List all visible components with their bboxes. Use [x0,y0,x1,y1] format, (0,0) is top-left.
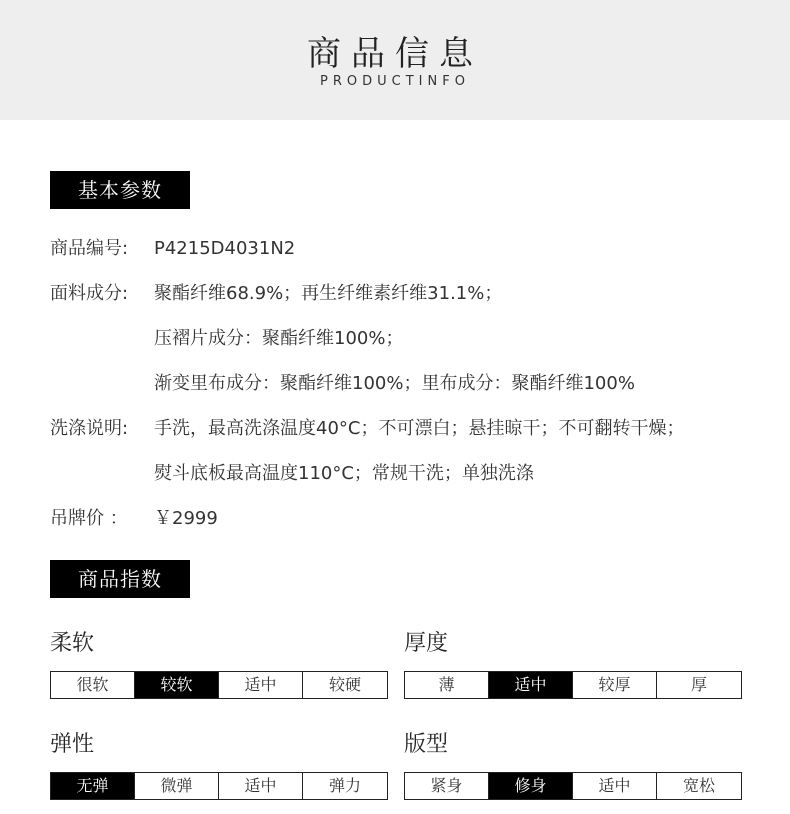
softness-option: 较硬 [328,675,361,694]
thickness-option: 薄 [405,672,489,698]
wash-label: 洗涤说明: [50,418,129,439]
elasticity-option: 无弹 [51,773,135,799]
fit-option: 宽松 [682,776,715,795]
product-code-row [50,237,295,261]
page-title: 商品信息 [307,34,483,74]
price-row [50,507,218,531]
price-label: 吊牌价 ： [50,508,128,529]
fit-scale [404,772,742,800]
softness-option: 适中 [219,672,303,698]
thickness-option: 较厚 [573,672,657,698]
softness-scale [50,671,388,699]
product-code-label: 商品编号: [50,238,129,259]
softness-option: 很软 [51,672,135,698]
elasticity-option: 微弹 [135,773,219,799]
fit-option: 修身 [489,773,573,799]
fabric-line-3: 渐变里布成分：聚酯纤维100%；里布成分：聚酯纤维100% [154,373,635,394]
price-value: ￥2999 [154,508,218,529]
fit-title: 版型 [404,732,449,757]
fabric-label: 面料成分: [50,283,129,304]
thickness-title: 厚度 [404,631,449,656]
elasticity-title: 弹性 [50,732,95,757]
wash-line-1: 手洗，最高洗涤温度40°C；不可漂白；悬挂晾干；不可翻转干燥； [154,418,685,439]
product-info-header [0,0,790,120]
thickness-option: 厚 [690,675,707,694]
softness-title: 柔软 [50,631,95,656]
index-tag: 商品指数 [50,560,190,598]
fit-option: 适中 [573,773,657,799]
fabric-line-1: 聚酯纤维68.9%；再生纤维素纤维31.1%； [154,283,503,304]
softness-option: 较软 [135,672,219,698]
fabric-row [50,282,502,306]
elasticity-option: 适中 [219,773,303,799]
basic-params-tag: 基本参数 [50,171,190,209]
thickness-option: 适中 [489,672,573,698]
elasticity-option: 弹力 [328,776,361,795]
product-code-value: P4215D4031N2 [154,238,296,259]
page-subtitle: PRODUCTINFO [320,74,470,89]
fabric-line-2: 压褶片成分：聚酯纤维100%； [154,328,404,349]
fit-option: 紧身 [405,773,489,799]
wash-line-2: 熨斗底板最高温度110°C；常规干洗；单独洗涤 [154,463,534,484]
wash-row [50,417,684,441]
thickness-scale [404,671,742,699]
elasticity-scale [50,772,388,800]
